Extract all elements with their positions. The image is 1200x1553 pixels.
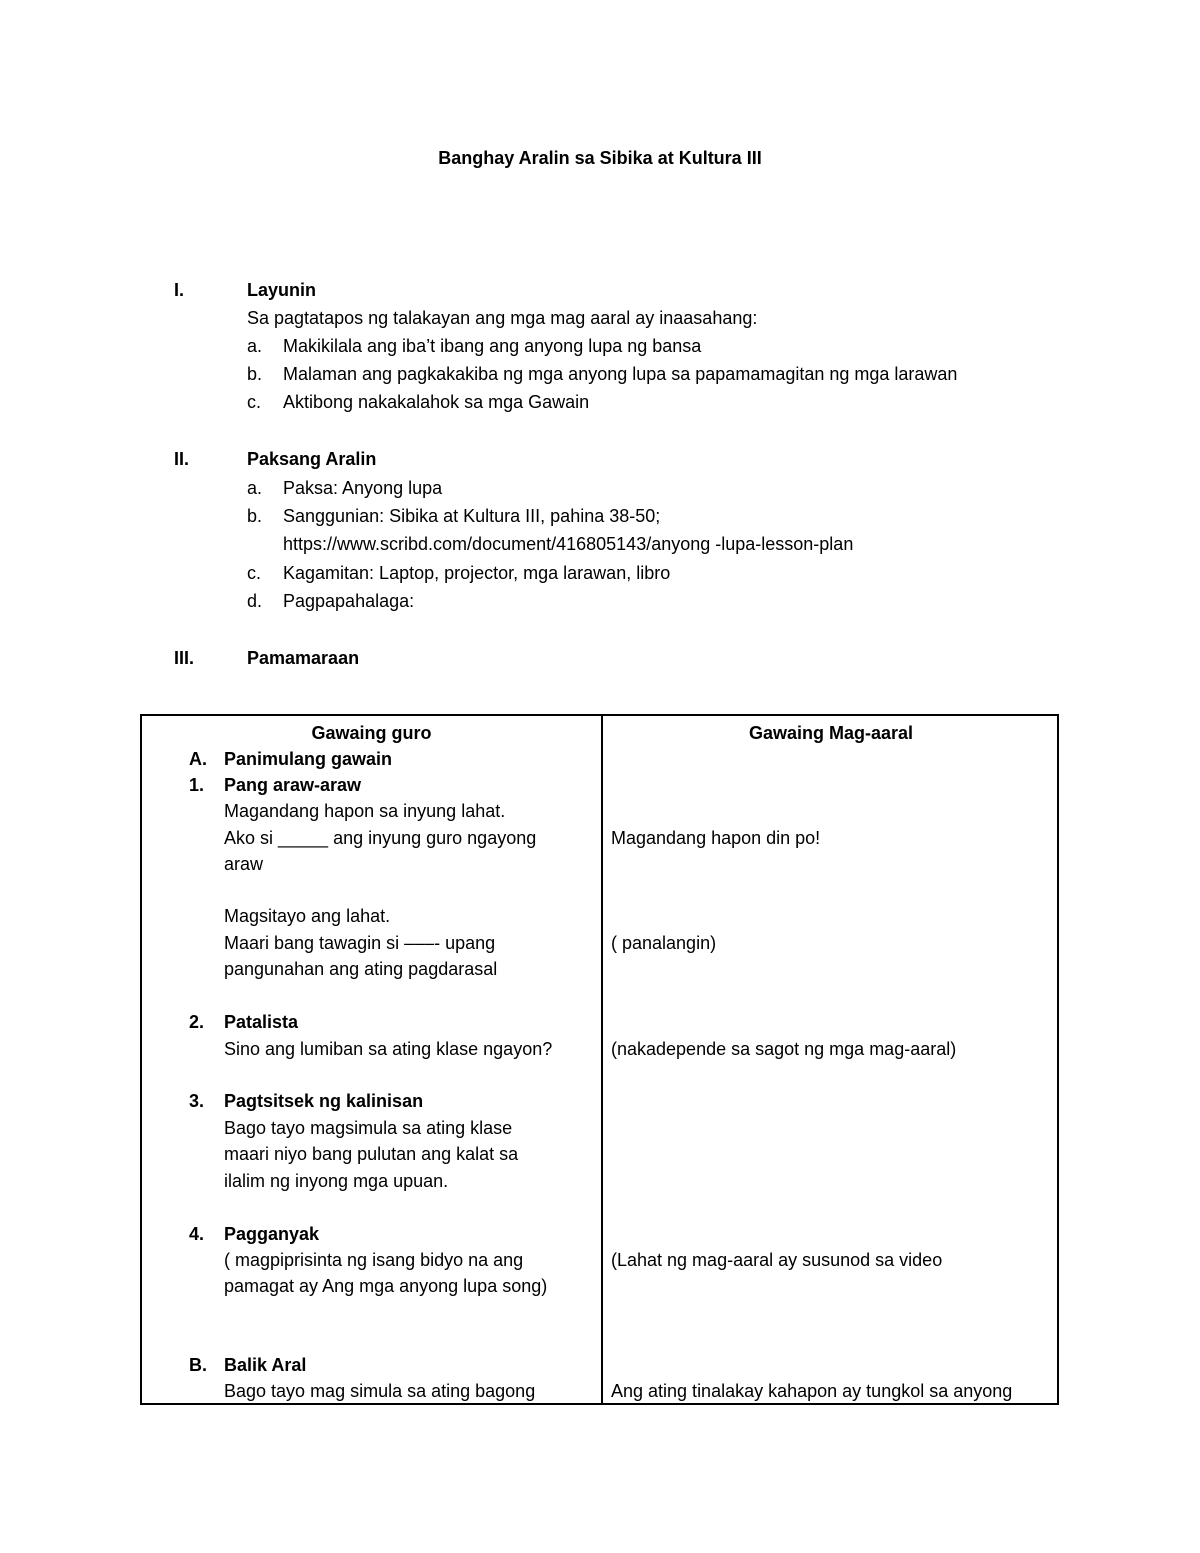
teacher-line: Bago tayo mag simula sa ating bagong	[224, 1381, 536, 1401]
step-heading: Panimulang gawain	[224, 749, 393, 769]
step-marker: 2.	[189, 1012, 205, 1032]
section-3-heading: Pamamaraan	[247, 648, 360, 668]
list-marker: c.	[247, 392, 262, 412]
student-response: (nakadepende sa sagot ng mga mag-aaral)	[611, 1039, 957, 1059]
step-marker: 1.	[189, 775, 205, 795]
teacher-line: ilalim ng inyong mga upuan.	[224, 1171, 449, 1191]
column-header-teacher: Gawaing guro	[311, 723, 432, 743]
teacher-line: Magsitayo ang lahat.	[224, 906, 391, 926]
section-2-heading: Paksang Aralin	[247, 449, 377, 469]
section-2-number: II.	[174, 449, 190, 469]
teacher-line: maari niyo bang pulutan ang kalat sa	[224, 1144, 519, 1164]
step-marker: 4.	[189, 1224, 205, 1244]
list-marker: c.	[247, 563, 262, 583]
section-1-number: I.	[174, 280, 185, 300]
list-item: Pagpapahalaga:	[283, 591, 415, 611]
list-marker: a.	[247, 478, 263, 498]
student-response: (Lahat ng mag-aaral ay susunod sa video	[611, 1250, 943, 1270]
list-item: Aktibong nakakalahok sa mga Gawain	[283, 392, 590, 412]
step-heading: Patalista	[224, 1012, 299, 1032]
teacher-line: Ako si _____ ang inyung guro ngayong	[224, 828, 537, 848]
list-item: Paksa: Anyong lupa	[283, 478, 443, 498]
teacher-line: pamagat ay Ang mga anyong lupa song)	[224, 1276, 548, 1296]
teacher-line: Sino ang lumiban sa ating klase ngayon?	[224, 1039, 553, 1059]
list-item: Malaman ang pagkakakiba ng mga anyong lupa sa papamamagitan ng mga larawan	[283, 364, 958, 384]
column-header-student: Gawaing Mag-aaral	[748, 723, 914, 743]
section-1-intro: Sa pagtatapos ng talakayan ang mga mag aaral ay inaasahang:	[247, 308, 758, 328]
section-3-number: III.	[174, 648, 195, 668]
step-marker: A.	[189, 749, 207, 769]
student-response: Magandang hapon din po!	[611, 828, 821, 848]
teacher-line: araw	[224, 854, 264, 874]
list-item: Sanggunian: Sibika at Kultura III, pahina 38-50;	[283, 506, 661, 526]
student-column	[602, 715, 1058, 1404]
teacher-line: ( magpiprisinta ng isang bidyo na ang	[224, 1250, 524, 1270]
student-response: ( panalangin)	[611, 933, 717, 953]
teacher-column	[141, 715, 602, 1404]
section-1-heading: Layunin	[247, 280, 317, 300]
list-marker: d.	[247, 591, 263, 611]
teacher-line: Bago tayo magsimula sa ating klase	[224, 1118, 513, 1138]
step-heading: Pagtsitsek ng kalinisan	[224, 1091, 424, 1111]
teacher-line: Maari bang tawagin si –––- upang	[224, 933, 496, 953]
step-marker: B.	[189, 1355, 207, 1375]
list-item: Kagamitan: Laptop, projector, mga larawan, libro	[283, 563, 671, 583]
reference-link[interactable]: https://www.scribd.com/document/416805143/anyong -lupa-lesson-plan	[283, 534, 854, 554]
step-heading: Pagganyak	[224, 1224, 320, 1244]
teacher-line: pangunahan ang ating pagdarasal	[224, 959, 498, 979]
page-title: Banghay Aralin sa Sibika at Kultura III	[438, 148, 762, 168]
student-response: Ang ating tinalakay kahapon ay tungkol sa anyong	[611, 1381, 1013, 1401]
lesson-plan-table	[140, 714, 1059, 1405]
teacher-line: Magandang hapon sa inyung lahat.	[224, 801, 506, 821]
list-marker: b.	[247, 364, 263, 384]
list-item: Makikilala ang iba’t ibang ang anyong lupa ng bansa	[283, 336, 702, 356]
step-heading: Pang araw-araw	[224, 775, 362, 795]
list-marker: b.	[247, 506, 263, 526]
step-heading: Balik Aral	[224, 1355, 307, 1375]
list-marker: a.	[247, 336, 263, 356]
step-marker: 3.	[189, 1091, 205, 1111]
